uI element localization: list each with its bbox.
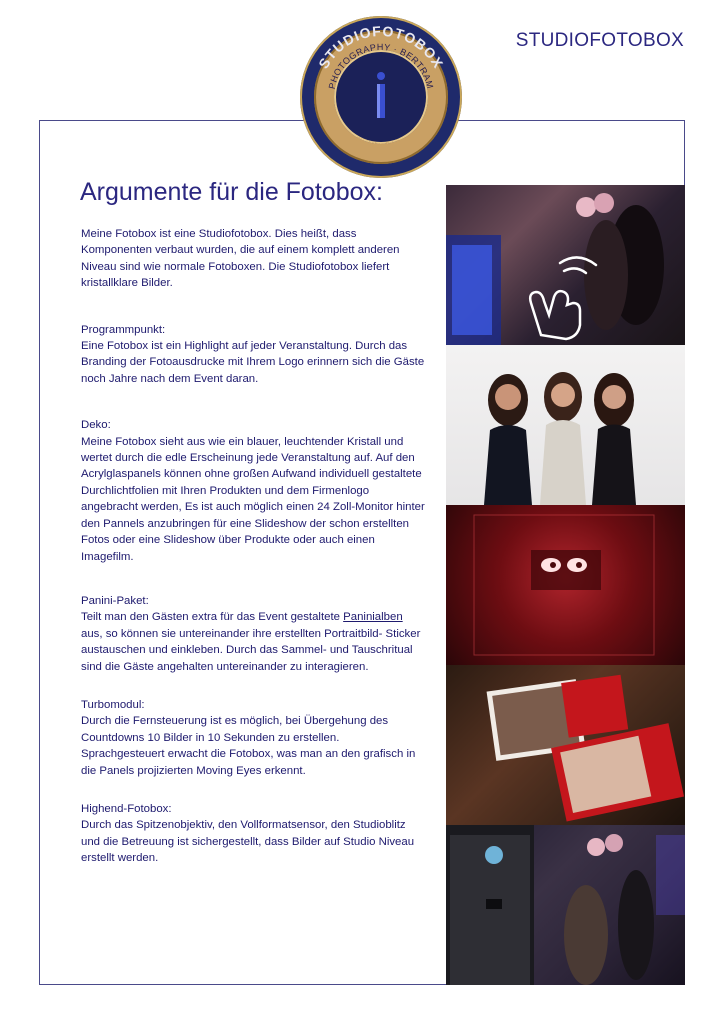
portrait-group-icon bbox=[446, 345, 685, 505]
turbo-paragraph: Durch die Fernsteuerung ist es möglich, bei Übergehung des Countdowns 10 Bilder in 10 Sekunden zu erstellen. Sprachgesteuert erwacht die Fotobox, was man an den grafisch in die Panels projizierten Moving Eyes erkennt. bbox=[81, 715, 416, 777]
photo-prints-icon bbox=[446, 665, 685, 825]
logo-badge bbox=[300, 16, 462, 178]
brand-title: STUDIOFOTOBOX bbox=[515, 30, 684, 51]
photo-column bbox=[446, 185, 685, 985]
logo-text-middle: PHOTOGRAPHY · BERTRAM bbox=[326, 41, 436, 90]
highend-paragraph: Durch das Spitzenobjektiv, den Vollformatsensor, den Studioblitz und die Betreuung ist sichergestellt, dass Bilder auf Studio Niveau erstellt werden. bbox=[81, 819, 415, 865]
photo-portrait-group bbox=[446, 345, 685, 505]
photo-prints bbox=[446, 665, 685, 825]
programm-paragraph: Eine Fotobox ist ein Highlight auf jeder Veranstaltung. Durch das Branding der Fotoausdrucke mit Ihrem Logo erinnern sich die Gäste noch Jahre nach dem Event daran. bbox=[81, 340, 425, 385]
photo-event-fotobox bbox=[446, 185, 685, 345]
photo-event-scene bbox=[446, 825, 685, 985]
logo-text-top: STUDIOFOTOBOX bbox=[315, 22, 447, 72]
svg-text:Die Highendfotobox bbox=[355, 136, 408, 148]
intro-paragraph: Meine Fotobox ist eine Studiofotobox. Dies heißt, dass Komponenten verbaut wurden, die auf einem komplett anderen Niveau sind wie normale Fotoboxen. Die Studiofotobox liefert kristallklare Bilder. bbox=[81, 228, 400, 290]
logo-text-bottom: Die Highendfotobox bbox=[354, 136, 408, 149]
panini-title: Panini-Paket: bbox=[81, 594, 149, 607]
page-title: Argumente für die Fotobox: bbox=[80, 178, 383, 206]
photo-red-panel bbox=[446, 505, 685, 665]
main-content bbox=[81, 226, 426, 867]
panini-text-before: Teilt man den Gästen extra für das Event gestaltete bbox=[81, 611, 344, 624]
event-scene-icon bbox=[446, 825, 685, 985]
highend-title: Highend-Fotobox: bbox=[81, 802, 172, 815]
panini-text-after: aus, so können sie untereinander ihre erstellten Portraitbild- Sticker austauschen und einkleben. Durch das Sammel- und Tauschritual sind die Gäste angehalten untereinander zu interagieren. bbox=[81, 627, 421, 673]
panini-paragraph bbox=[81, 609, 426, 675]
programm-title: Programmpunkt: bbox=[81, 323, 166, 336]
logo-crystal-icon bbox=[377, 72, 385, 118]
paninialben-link[interactable]: Paninialben bbox=[343, 611, 403, 624]
logo-graphic bbox=[300, 16, 462, 178]
deko-paragraph: Meine Fotobox sieht aus wie ein blauer, leuchtender Kristall und wertet durch die edle Erscheinung jede Veranstaltung auf. Auf den Acrylglaspanels können ohne großen Aufwand individuell gestaltete Durchlichtfolien mit Ihren Produkten und dem Firmenlogo angebracht werden, Es ist auch möglich einen 24 Zoll-Monitor hinter den Pannels anzubringen für eine Slideshow der schon erstellten Fotos oder eine Slideshow über Produkte oder auch einen Imagefilm. bbox=[81, 435, 425, 563]
deko-title: Deko: bbox=[81, 419, 111, 432]
turbo-title: Turbomodul: bbox=[81, 698, 145, 711]
